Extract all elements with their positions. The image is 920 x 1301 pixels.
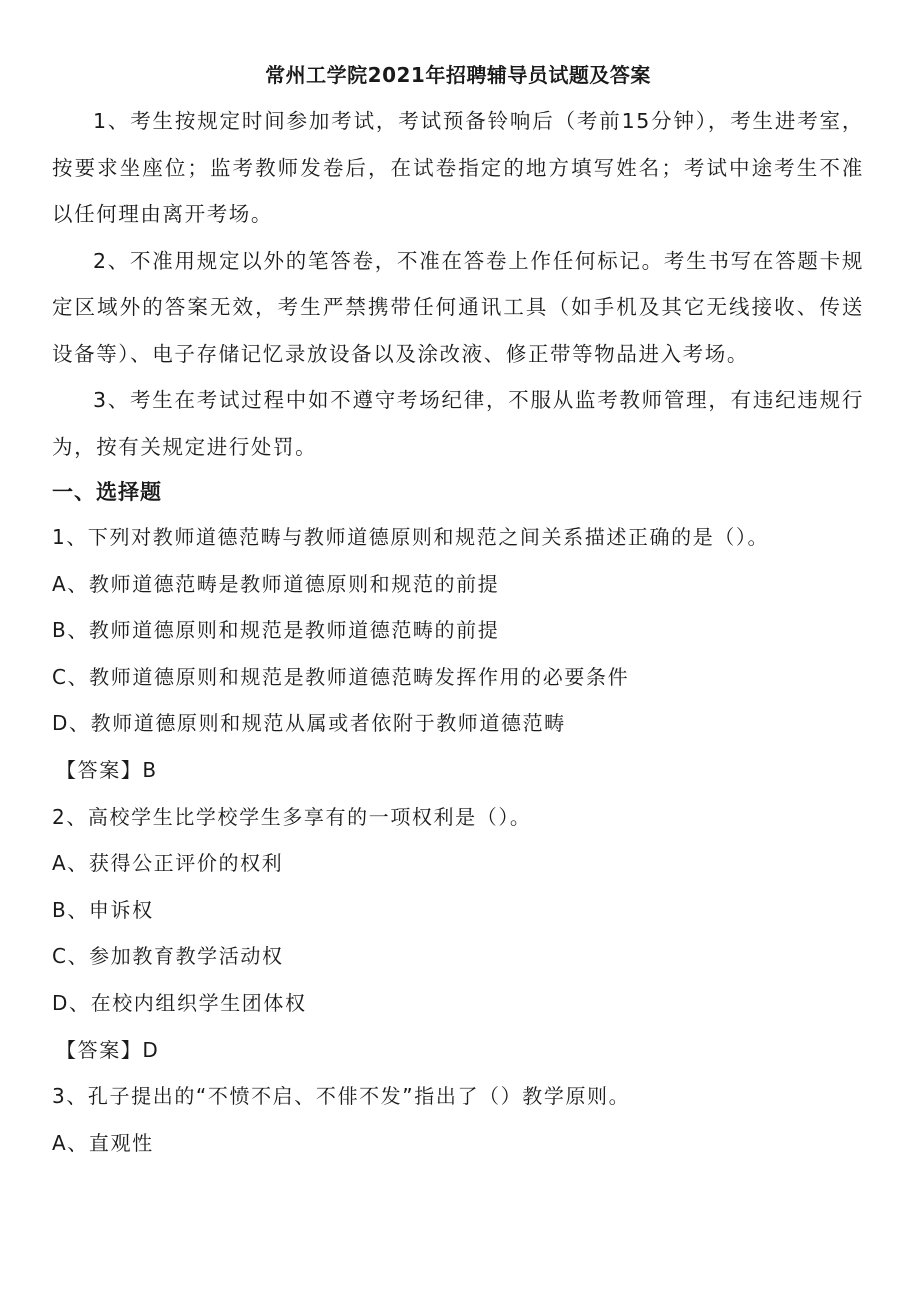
- question-3: [52, 1073, 864, 1166]
- option-b: B、申诉权: [52, 897, 154, 922]
- option-c: C、参加教育教学活动权: [52, 944, 284, 969]
- document-title: 常州工学院2021年招聘辅导员试题及答案: [265, 63, 651, 87]
- option-d: D、教师道德原则和规范从属或者依附于教师道德范畴: [52, 711, 566, 736]
- option-a: A、教师道德范畴是教师道德原则和规范的前提: [52, 571, 500, 596]
- question-stem: 1、下列对教师道德范畴与教师道德原则和规范之间关系描述正确的是（）。: [52, 525, 770, 549]
- instruction-paragraph-3: 3、考生在考试过程中如不遵守考场纪律，不服从监考教师管理，有违纪违规行为，按有关规定进行处罚。: [52, 388, 864, 459]
- option-d: D、在校内组织学生团体权: [52, 990, 307, 1015]
- question-stem: 3、孔子提出的“不愤不启、不俳不发”指出了（）教学原则。: [52, 1084, 631, 1109]
- option-b: B、教师道德原则和规范是教师道德范畴的前提: [52, 618, 500, 643]
- option-c: C、教师道德原则和规范是教师道德范畴发挥作用的必要条件: [52, 664, 630, 689]
- option-a: A、直观性: [52, 1130, 154, 1155]
- instruction-paragraph-2: 2、不准用规定以外的笔答卷，不准在答卷上作任何标记。考生书写在答题卡规定区域外的答案无效，考生严禁携带任何通讯工具（如手机及其它无线接收、传送设备等）、电子存储记忆录放设备以及涂改液、修正带等物品进入考场。: [52, 248, 864, 366]
- answer-label: 【答案】D: [56, 1037, 160, 1062]
- instruction-paragraph-1: 1、考生按规定时间参加考试，考试预备铃响后（考前15分钟），考生进考室，按要求坐座位；监考教师发卷后，在试卷指定的地方填写姓名；考试中途考生不准以任何理由离开考场。: [52, 109, 864, 226]
- section-title: 一、选择题: [52, 480, 162, 504]
- question-2: [52, 794, 864, 1074]
- answer-label: 【答案】B: [56, 757, 158, 782]
- question-stem: 2、高校学生比学校学生多享有的一项权利是（）。: [52, 804, 532, 829]
- option-a: A、获得公正评价的权利: [52, 851, 284, 876]
- question-1: [52, 514, 864, 794]
